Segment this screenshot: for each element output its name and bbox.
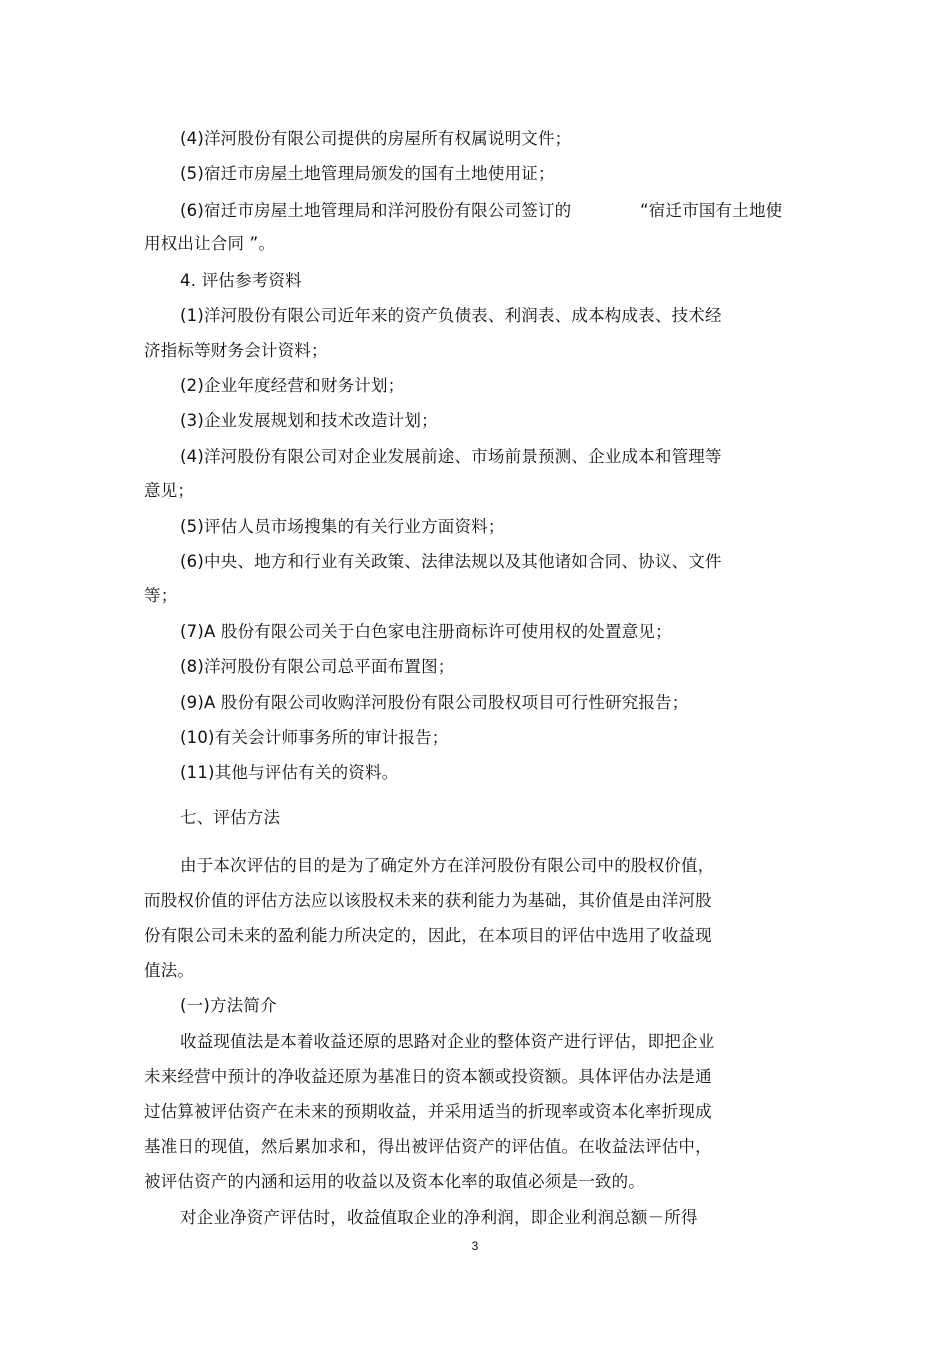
- section-heading: 七、评估方法: [180, 808, 281, 827]
- text-line: 而股权价值的评估方法应以该股权未来的获利能力为基础，其价值是由洋河股: [144, 891, 712, 910]
- text-line: 收益现值法是本着收益还原的思路对企业的整体资产进行评估，即把企业: [180, 1032, 715, 1051]
- text-line: (4)洋河股份有限公司对企业发展前途、市场前景预测、企业成本和管理等: [180, 447, 722, 466]
- section-heading: 4. 评估参考资料: [180, 271, 302, 290]
- text-line: 用权出让合同 ”。: [144, 234, 276, 253]
- text-line: 由于本次评估的目的是为了确定外方在洋河股份有限公司中的股权价值，: [180, 856, 715, 875]
- page-number: 3: [471, 1239, 479, 1253]
- text-line: (8)洋河股份有限公司总平面布置图；: [180, 657, 455, 676]
- text-line: (7)A 股份有限公司关于白色家电注册商标许可使用权的处置意见；: [180, 622, 672, 641]
- text-line: (6)中央、地方和行业有关政策、法律法规以及其他诸如合同、协议、文件: [180, 552, 722, 571]
- text-line: 等；: [144, 586, 178, 605]
- text-line: 意见；: [144, 481, 195, 500]
- text-line: (9)A 股份有限公司收购洋河股份有限公司股权项目可行性研究报告；: [180, 693, 689, 712]
- text-line: 未来经营中预计的净收益还原为基准日的资本额或投资额。具体评估办法是通: [144, 1067, 712, 1086]
- text-line: (4)洋河股份有限公司提供的房屋所有权属说明文件；: [180, 129, 572, 148]
- text-line: (6)宿迁市房屋土地管理局和洋河股份有限公司签订的: [180, 201, 572, 220]
- text-line: (5)宿迁市房屋土地管理局颁发的国有土地使用证；: [180, 164, 555, 183]
- text-line: 过估算被评估资产在未来的预期收益，并采用适当的折现率或资本化率折现成: [144, 1102, 712, 1121]
- section-heading: (一)方法简介: [180, 996, 277, 1015]
- text-line: 份有限公司未来的盈利能力所决定的，因此，在本项目的评估中选用了收益现: [144, 926, 712, 945]
- text-line: 值法。: [144, 961, 195, 980]
- text-line: (10)有关会计师事务所的审计报告；: [180, 728, 449, 747]
- text-line: (3)企业发展规划和技术改造计划；: [180, 411, 438, 430]
- text-line: 济指标等财务会计资料；: [144, 341, 328, 360]
- text-line: (5)评估人员市场搜集的有关行业方面资料；: [180, 517, 505, 536]
- text-line: 对企业净资产评估时，收益值取企业的净利润，即企业利润总额－所得: [180, 1208, 698, 1227]
- text-line: “宿迁市国有土地使: [640, 201, 783, 220]
- text-line: 基准日的现值，然后累加求和，得出被评估资产的评估值。在收益法评估中，: [144, 1137, 712, 1156]
- text-line: (11)其他与评估有关的资料。: [180, 763, 399, 782]
- text-line: 被评估资产的内涵和运用的收益以及资本化率的取值必须是一致的。: [144, 1172, 645, 1191]
- text-line: (2)企业年度经营和财务计划；: [180, 376, 405, 395]
- text-line: (1)洋河股份有限公司近年来的资产负债表、利润表、成本构成表、技术经: [180, 306, 722, 325]
